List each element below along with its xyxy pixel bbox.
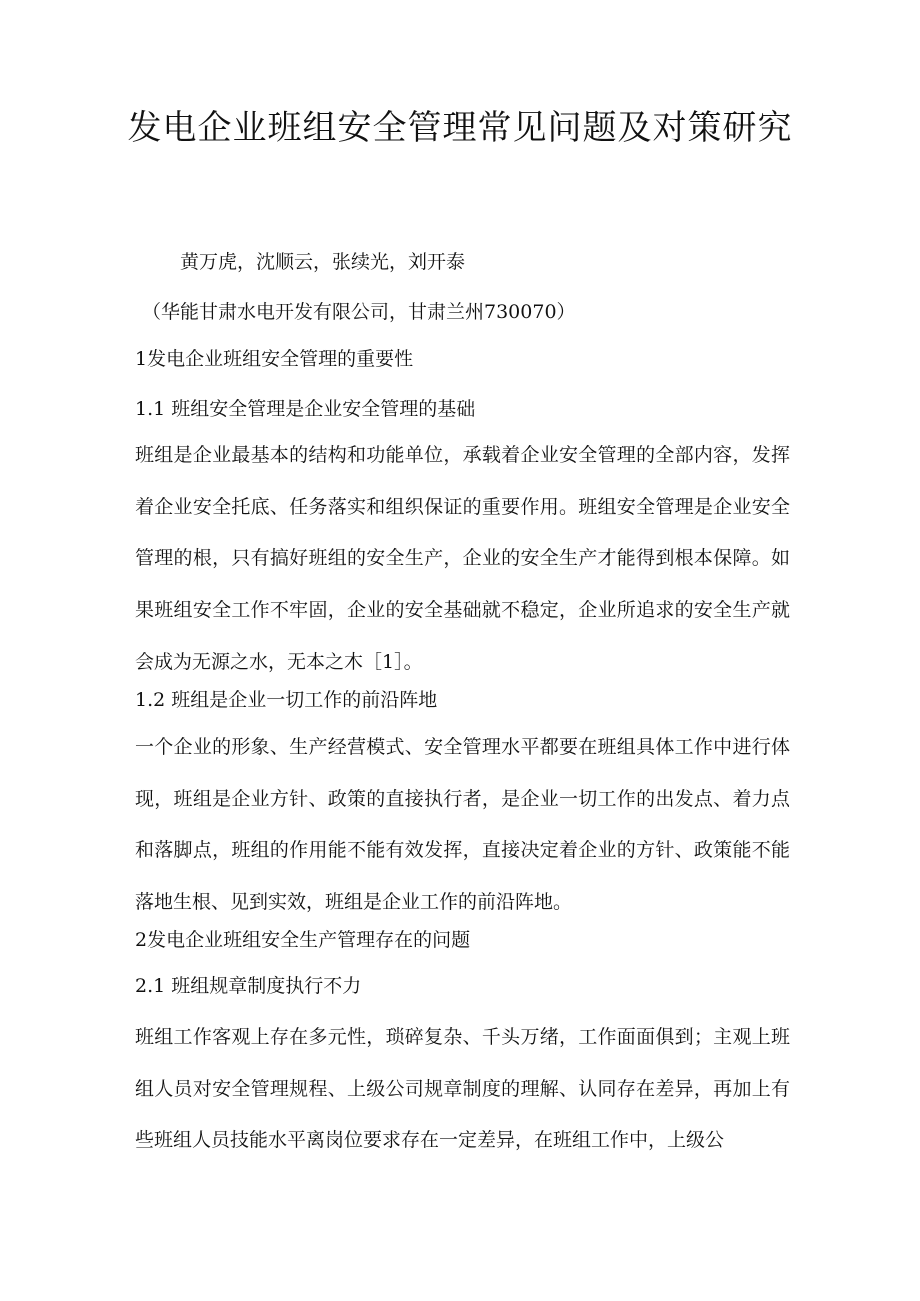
section-2-heading: 2发电企业班组安全生产管理存在的问题 — [135, 929, 471, 951]
affiliation: （华能甘肃水电开发有限公司，甘肃兰州730070） — [142, 301, 576, 323]
section-1-2-heading: 1.2 班组是企业一切工作的前沿阵地 — [135, 689, 438, 711]
document-title: 发电企业班组安全管理常见问题及对策研究 — [127, 108, 793, 148]
authors: 黄万虎，沈顺云，张续光，刘开泰 — [180, 251, 466, 273]
section-1-heading: 1发电企业班组安全管理的重要性 — [135, 348, 414, 370]
section-1-1-body: 班组是企业最基本的结构和功能单位，承载着企业安全管理的全部内容，发挥着企业安全托底、任务落实和组织保证的重要作用。班组安全管理是企业安全管理的根，只有搞好班组的安全生产，企业的安全生产才能得到根本保障。如果班组安全工作不牢固，企业的安全基础就不稳定，企业所追求的安全生产就会成为无源之水，无本之木［1］。 — [135, 444, 790, 673]
section-1-1-heading: 1.1 班组安全管理是企业安全管理的基础 — [135, 398, 476, 420]
section-2-1-body: 班组工作客观上存在多元性，琐碎复杂、千头万绪，工作面面俱到；主观上班组人员对安全管理规程、上级公司规章制度的理解、认同存在差异，再加上有些班组人员技能水平离岗位要求存在一定差异，在班组工作中，上级公 — [135, 1026, 790, 1152]
section-1-2-body: 一个企业的形象、生产经营模式、安全管理水平都要在班组具体工作中进行体现，班组是企业方针、政策的直接执行者，是企业一切工作的出发点、着力点和落脚点，班组的作用能不能有效发挥，直接决定着企业的方针、政策能不能落地生根、见到实效，班组是企业工作的前沿阵地。 — [135, 736, 790, 914]
section-2-1-heading: 2.1 班组规章制度执行不力 — [135, 975, 362, 997]
